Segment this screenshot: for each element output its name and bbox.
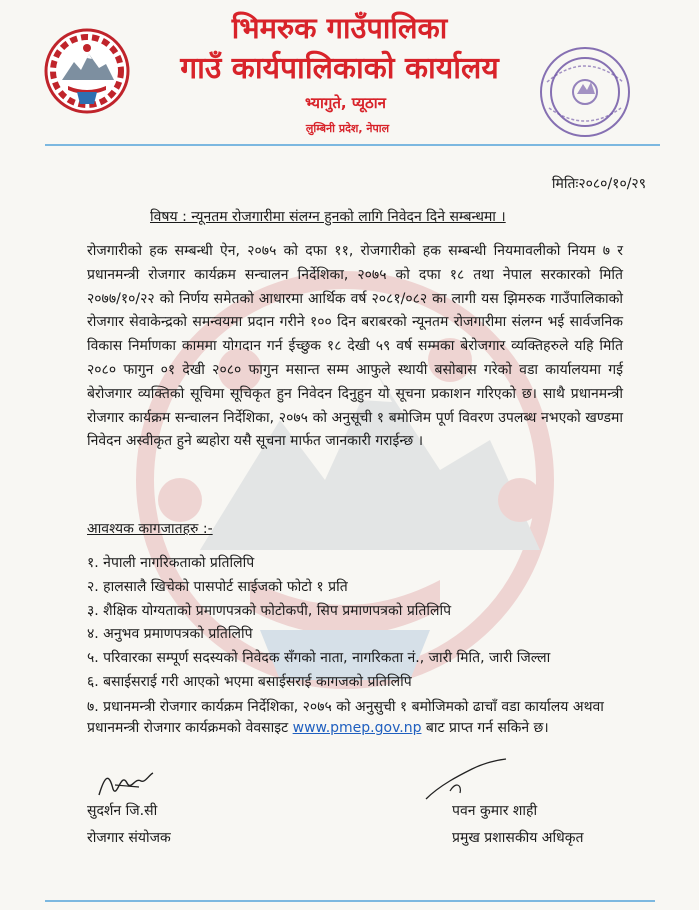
right-signature-scrawl	[420, 755, 510, 805]
pmep-website-link[interactable]: www.pmep.gov.np	[292, 719, 422, 736]
document-item: २. हालसालै खिचेको पासपोर्ट साईजको फोटो १ प्रति	[87, 578, 348, 595]
municipality-name: भिमरुक गाउँपालिका	[231, 11, 448, 45]
document-item: ४. अनुभव प्रमाणपत्रको प्रतिलिपि	[87, 626, 253, 643]
document-item	[87, 697, 627, 739]
office-stamp	[527, 42, 647, 142]
document-item: १. नेपाली नागरिकताको प्रतिलिपि	[87, 555, 255, 571]
notice-subject: विषय : न्यूनतम रोजगारीमा संलग्न हुनको लागि निवेदन दिने सम्बन्धमा ।	[150, 209, 506, 225]
left-signatory-title: रोजगार संयोजक	[87, 830, 171, 846]
office-location: भ्यागुते, प्यूठान	[305, 94, 386, 112]
province-country: लुम्बिनी प्रदेश, नेपाल	[305, 122, 390, 135]
document-item-text-end: बाट प्राप्त गर्न सकिने छ।	[421, 719, 549, 736]
office-name: गाउँ कार्यपालिकाको कार्यालय	[180, 51, 499, 86]
document-item: ६. बसाईसराई गरी आएको भएमा बसाईसराई कागजको प्रतिलिपि	[87, 673, 412, 690]
document-item: ५. परिवारका सम्पूर्ण सदस्यको निवेदक सँगको नाता, नागरिकता नं., जारी मिति, जारी जिल्ला	[87, 650, 551, 667]
required-documents-list	[87, 552, 627, 739]
notice-body: रोजगारीको हक सम्बन्धी ऐन, २०७५ को दफा ११, रोजगारीको हक सम्बन्धी नियमावलीको नियम ७ र प्रधानमन्त्री रोजगार कार्यक्रम सन्चालन निर्देशिका, २०७५ को दफा १८ तथा नेपाल सरकारको मिति २०७७/१०/२२ को निर्णय समेतको आधारमा आर्थिक वर्ष २०८१/०८२ का लागी यस झिमरुक गाउँपालिकाको रोजगार सेवाकेन्द्रको समन्वयमा प्रदान गरीने १०० दिन बराबरको न्यूनतम रोजगारीमा संलग्न भई सार्वजनिक विकास निर्माणका काममा योगदान गर्न ईच्छुक १८ देखी ५९ वर्ष सम्मका बेरोजगार व्यक्तिहरुले यहि मिति २०८० फागुन ०१ देखी २०८० फागुन मसान्त सम्म आफुले स्थायी बसोबास गरेको वडा कार्यालयमा गई बेरोजगार व्यक्तिको सूचिमा सूचिकृत हुन निवेदन दिनुहुन यो सूचना प्रकाशन गरिएको छ। साथै प्रधानमन्त्री रोजगार कार्यक्रम सन्चालन निर्देशिका, २०७५ को अनुसूची १ बमोजिम पूर्ण विवरण उपलब्ध नभएको खण्डमा निवेदन अस्वीकृत हुने ब्यहोरा यसै सूचना मार्फत जानकारी गराईन्छ ।	[87, 243, 623, 450]
right-signatory-name: पवन कुमार शाही	[452, 803, 538, 819]
left-signature-scrawl	[95, 765, 155, 803]
left-signatory-name: सुदर्शन जि.सी	[87, 803, 158, 819]
header-rule	[45, 144, 660, 146]
footer-rule	[45, 900, 655, 902]
notice-date: मितिः२०८०/१०/२९	[551, 176, 646, 192]
right-signatory-title: प्रमुख प्रशासकीय अधिकृत	[452, 830, 584, 846]
document-item-text: ७. प्रधानमन्त्री रोजगार कार्यक्रम निर्देशिका, २०७५ को अनुसुची १ बमोजिमको ढाचाँ वडा कार्यालय अथवा प्रधानमन्त्री रोजगार कार्यक्रमको वेवसाइट	[87, 698, 604, 736]
document-item: ३. शैक्षिक योग्यताको प्रमाणपत्रको फोटोकपी, सिप प्रमाणपत्रको प्रतिलिपि	[87, 602, 452, 619]
required-documents-heading: आवश्यक कागजातहरु :-	[87, 521, 213, 537]
